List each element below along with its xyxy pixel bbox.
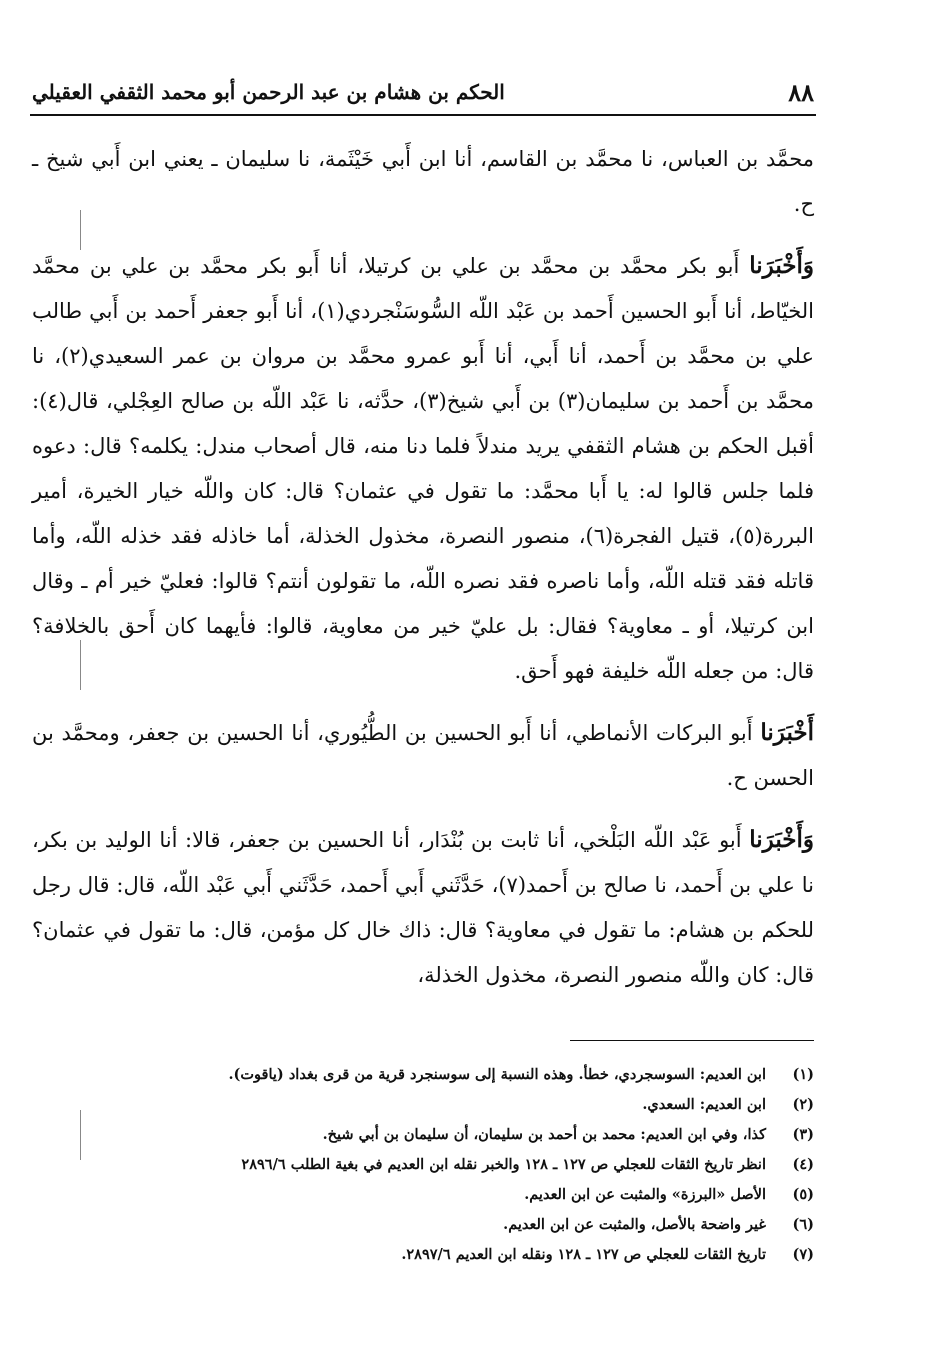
footnote xyxy=(300,1240,814,1270)
paragraph xyxy=(32,136,814,227)
paragraph-lead: وَأَخْبَرَنا xyxy=(749,826,814,853)
paragraph-lead: أَخْبَرَنا xyxy=(760,719,814,746)
footnote-text: انظر تاريخ الثقات للعجلي ص ١٢٧ ـ ١٢٨ والخبر نقله ابن العديم في بغية الطلب ٢٨٩٦/٦ xyxy=(241,1156,766,1173)
footnote-number: (٧) xyxy=(792,1246,814,1263)
footnote-text: ابن العديم: السوسجردي، خطأ. وهذه النسبة إلى سوسنجرد قرية من قرى بغداد (ياقوت). xyxy=(228,1066,766,1083)
footnote xyxy=(300,1180,814,1210)
footnote-text: ابن العديم: السعدي. xyxy=(642,1096,766,1113)
scan-margin-mark xyxy=(80,1110,81,1160)
running-title: الحكم بن هشام بن عبد الرحمن أبو محمد الثقفي العقيلي xyxy=(32,80,505,104)
paragraph-text: محمَّد بن العباس، نا محمَّد بن القاسم، أنا ابن أَبي خَيْثَمة، نا سليمان ـ يعني ابن أَبي شيخ ـ ح. xyxy=(32,147,814,216)
footnote xyxy=(228,1060,814,1090)
footnote xyxy=(241,1150,814,1180)
header-rule xyxy=(30,114,816,116)
footnote-number: (٥) xyxy=(792,1186,814,1203)
footnotes xyxy=(228,1060,814,1270)
paragraph-text: أَبو البركات الأنماطي، أنا أَبو الحسين بن الطُّيُوري، أنا الحسين بن جعفر، ومحمَّد بن الحسن ح. xyxy=(32,721,814,790)
paragraph xyxy=(32,710,814,801)
footnote-number: (٦) xyxy=(792,1216,814,1233)
footnote-rule xyxy=(570,1040,814,1041)
footnote-number: (٢) xyxy=(792,1096,814,1113)
footnote xyxy=(300,1210,814,1240)
paragraph xyxy=(32,243,814,694)
page-number: ٨٨ xyxy=(788,77,814,107)
footnote-text: كذا، وفي ابن العديم: محمد بن أحمد بن سليمان، أن سليمان بن أبي شيخ. xyxy=(322,1126,766,1143)
main-text xyxy=(32,136,814,998)
footnote-text: تاريخ الثقات للعجلي ص ١٢٧ ـ ١٢٨ ونقله ابن العديم ٢٨٩٧/٦. xyxy=(401,1246,766,1263)
footnote-number: (٣) xyxy=(792,1126,814,1143)
scan-margin-mark xyxy=(80,210,81,250)
footnote-number: (١) xyxy=(792,1066,814,1083)
footnote xyxy=(300,1120,814,1150)
footnote-text: غير واضحة بالأصل، والمثبت عن ابن العديم. xyxy=(503,1216,766,1233)
footnote-text: الأصل «البرزة» والمثبت عن ابن العديم. xyxy=(524,1186,766,1203)
paragraph-text: أَبو عَبْد اللّه البَلْخي، أنا ثابت بن بُنْدَار، أنا الحسين بن جعفر، قالا: أنا الوليد بن بكر، نا علي بن أَحمد، نا صالح بن أَحمد(٧)، حَدَّثَني أَبي أَحمد، حَدَّثَني أَبي عَبْد اللّه، قال: قال رجل للحكم بن هشام: ما تقول في معاوية؟ قال: ذاك خال كل مؤمن، قال: ما تقول في عثمان؟ قال: كان واللّه منصور النصرة، مخذول الخذلة، xyxy=(32,828,814,987)
scan-margin-mark xyxy=(80,640,81,690)
paragraph xyxy=(32,817,814,998)
footnote-number: (٤) xyxy=(792,1156,814,1173)
page-header xyxy=(32,74,814,110)
paragraph-lead: وَأَخْبَرَنا xyxy=(749,252,814,279)
footnote xyxy=(300,1090,814,1120)
paragraph-text: أَبو بكر محمَّد بن محمَّد بن علي بن كرتيلا، أنا أَبو بكر محمَّد بن علي بن محمَّد الخيّاط، أنا أَبو الحسين أَحمد بن عَبْد اللّه السُّوسَنْجردي(١)، أنا أَبو جعفر أَحمد بن أَبي طالب علي بن محمَّد بن أَحمد، أنا أَبي، أنا أَبو عمرو محمَّد بن مروان بن عمر السعيدي(٢)، نا محمَّد بن أَحمد بن سليمان(٣) بن أَبي شيخ(٣)، حدَّثه، نا عَبْد اللّه بن صالح العِجْلي، قال(٤): أقبل الحكم بن هشام الثقفي يريد مندلاً فلما دنا منه، قال أصحاب مندل: يكلمه؟ قال: دعوه فلما جلس قالوا له: يا أَبا محمَّد: ما تقول في عثمان؟ قال: كان واللّه خيار الخيرة، أمير البررة(٥)، قتيل الفجرة(٦)، منصور النصرة، مخذول الخذلة، أما خاذله فقد خذله اللّه، وأما قاتله فقد قتله اللّه، وأما ناصره فقد نصره اللّه، ما تقولون أنتم؟ قالوا: فعليّ خير أم ـ وقال ابن كرتيلا، أو ـ معاوية؟ فقال: بل عليّ خير من معاوية، قالوا: فأيهما كان أَحق بالخلافة؟ قال: من جعله اللّه خليفة فهو أَحق. xyxy=(32,254,815,683)
